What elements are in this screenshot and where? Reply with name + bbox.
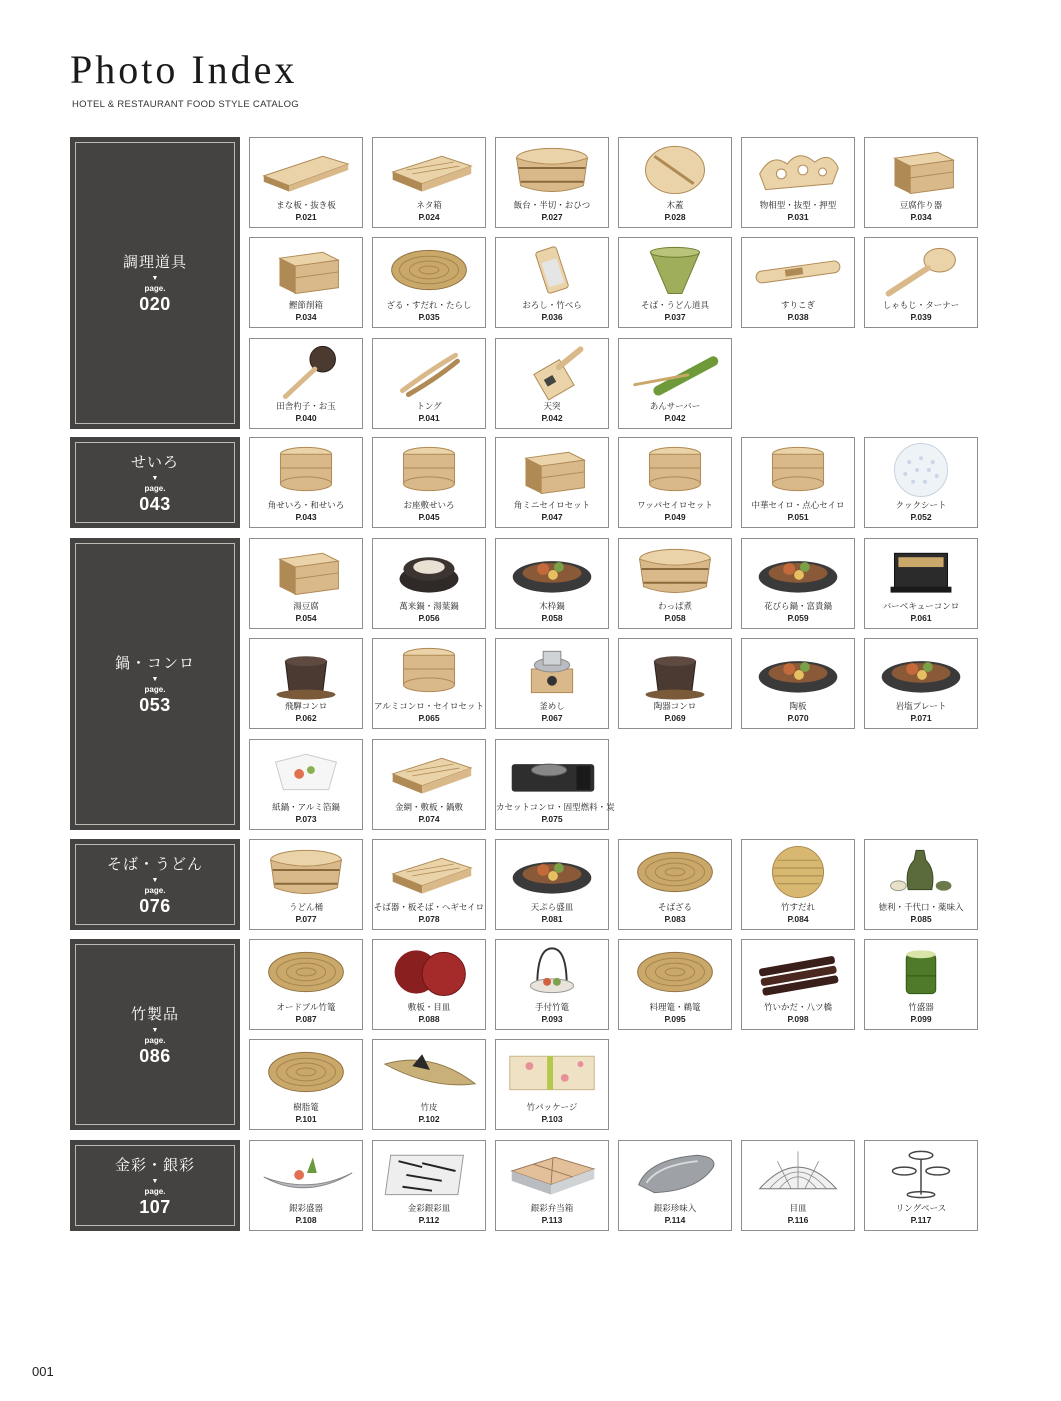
product-name: 豆腐作り器 [899, 201, 943, 211]
product-page-ref: P.059 [787, 613, 809, 623]
category-page-label: page. [144, 1035, 166, 1045]
product-page-ref: P.087 [295, 1014, 317, 1024]
product-tile[interactable] [249, 338, 363, 429]
product-name: 鰹節削箱 [288, 301, 323, 311]
product-name: ワッパセイロセット [637, 501, 713, 511]
product-page-ref: P.062 [295, 713, 317, 723]
category-name: せいろ [130, 452, 179, 471]
down-arrow-icon: ▼ [151, 1026, 159, 1034]
category-page-label: page. [144, 284, 166, 293]
product-tile[interactable] [495, 638, 609, 729]
product-name: 湯豆腐 [293, 602, 319, 612]
product-name: 角せいろ・和せいろ [267, 501, 345, 511]
product-page-ref: P.069 [664, 713, 686, 723]
product-tile[interactable] [864, 939, 978, 1030]
product-page-ref: P.074 [418, 814, 440, 824]
product-page-ref: P.061 [910, 613, 932, 623]
product-name: リングベース [895, 1204, 947, 1214]
product-page-ref: P.042 [541, 413, 563, 423]
product-name: トング [416, 402, 442, 412]
product-page-ref: P.081 [541, 914, 563, 924]
product-name: 田舎杓子・お玉 [276, 402, 336, 412]
product-page-ref: P.037 [664, 312, 686, 322]
product-name: 金彩銀彩皿 [407, 1204, 451, 1214]
product-tile[interactable] [618, 338, 732, 429]
product-name: ざる・すだれ・たらし [386, 301, 472, 311]
product-tile[interactable] [618, 1140, 732, 1231]
product-page-ref: P.039 [910, 312, 932, 322]
page-number: 001 [32, 1364, 54, 1379]
product-name: おろし・竹べら [522, 301, 582, 311]
product-name: 竹すだれ [780, 903, 815, 913]
product-page-ref: P.034 [295, 312, 317, 322]
product-page-ref: P.031 [787, 212, 809, 222]
category-page-number: 020 [139, 294, 171, 314]
product-name: 竹パッケージ [526, 1103, 578, 1113]
product-page-ref: P.095 [664, 1014, 686, 1024]
product-tile[interactable] [618, 538, 732, 629]
product-tile[interactable] [372, 1039, 486, 1130]
category-panel-inner [75, 944, 235, 1125]
product-tile[interactable] [495, 137, 609, 228]
product-tile[interactable] [249, 839, 363, 930]
category-panel-inner [75, 844, 235, 925]
product-tile[interactable] [495, 839, 609, 930]
product-page-ref: P.101 [295, 1114, 317, 1124]
product-tile[interactable] [741, 437, 855, 528]
product-name: あんサーバー [649, 402, 701, 412]
product-page-ref: P.040 [295, 413, 317, 423]
product-name: 中華セイロ・点心セイロ [751, 501, 845, 511]
product-tile[interactable] [372, 137, 486, 228]
product-tile[interactable] [372, 437, 486, 528]
product-name: 角ミニセイロセット [513, 501, 591, 511]
product-tile[interactable] [741, 939, 855, 1030]
product-tile[interactable] [864, 137, 978, 228]
down-arrow-icon: ▼ [151, 275, 159, 282]
product-tile[interactable] [372, 739, 486, 830]
product-name: 紙鍋・アルミ箔鍋 [272, 803, 340, 813]
product-tile[interactable] [495, 939, 609, 1030]
product-tile[interactable] [249, 939, 363, 1030]
product-page-ref: P.045 [418, 512, 440, 522]
category-page-label: page. [144, 885, 166, 895]
product-tile[interactable] [741, 839, 855, 930]
product-page-ref: P.078 [418, 914, 440, 924]
category-name: そば・うどん [106, 854, 203, 873]
product-tile[interactable] [249, 739, 363, 830]
category-panel-inner [75, 142, 235, 424]
down-arrow-icon: ▼ [151, 676, 159, 683]
product-page-ref: P.114 [664, 1215, 686, 1225]
product-name: そば・うどん道具 [640, 301, 709, 311]
product-tile[interactable] [495, 1140, 609, 1231]
product-name: 金網・敷板・鍋敷 [394, 803, 463, 813]
product-page-ref: P.071 [910, 713, 932, 723]
product-tile[interactable] [372, 1140, 486, 1231]
product-name: 銀彩盛器 [288, 1204, 323, 1214]
category-panel-inner [75, 1145, 235, 1226]
category-page-number: 107 [139, 1196, 171, 1217]
product-page-ref: P.052 [910, 512, 932, 522]
product-page-ref: P.058 [664, 613, 686, 623]
product-page-ref: P.034 [910, 212, 932, 222]
product-page-ref: P.042 [664, 413, 686, 423]
category-page-number: 053 [139, 695, 171, 715]
category-panel [70, 839, 240, 930]
product-name: 陶器コンロ [653, 702, 697, 712]
product-page-ref: P.047 [541, 512, 563, 522]
product-page-ref: P.038 [787, 312, 809, 322]
category-name: 鍋・コンロ [114, 654, 195, 672]
product-tile[interactable] [249, 638, 363, 729]
page-title: Photo Index [70, 47, 298, 92]
product-name: 手付竹篭 [534, 1003, 569, 1013]
product-page-ref: P.058 [541, 613, 563, 623]
product-page-ref: P.075 [541, 814, 563, 824]
product-tile[interactable] [864, 1140, 978, 1231]
product-tile[interactable] [864, 839, 978, 930]
product-name: 岩塩プレート [895, 702, 947, 712]
product-tile[interactable] [741, 237, 855, 328]
product-name: わっぱ煮 [658, 602, 692, 612]
category-panel [70, 939, 240, 1130]
product-tile[interactable] [249, 437, 363, 528]
product-page-ref: P.093 [541, 1014, 563, 1024]
product-page-ref: P.067 [541, 713, 563, 723]
down-arrow-icon: ▼ [151, 876, 159, 884]
product-tile[interactable] [741, 538, 855, 629]
category-name: 竹製品 [130, 1004, 179, 1023]
product-tile[interactable] [864, 237, 978, 328]
product-name: バーベキューコンロ [882, 602, 960, 612]
category-panel-inner [75, 442, 235, 523]
product-name: クックシート [895, 501, 947, 511]
product-page-ref: P.028 [664, 212, 686, 222]
product-page-ref: P.117 [910, 1215, 932, 1225]
product-tile[interactable] [864, 638, 978, 729]
product-page-ref: P.043 [295, 512, 317, 522]
product-tile[interactable] [249, 538, 363, 629]
product-name: 天ぷら盛皿 [530, 903, 574, 913]
product-name: 目皿 [789, 1204, 807, 1214]
product-page-ref: P.024 [418, 212, 440, 222]
product-page-ref: P.077 [295, 914, 317, 924]
product-tile[interactable] [372, 939, 486, 1030]
product-page-ref: P.054 [295, 613, 317, 623]
product-page-ref: P.073 [295, 814, 317, 824]
category-panel [70, 137, 240, 429]
product-name: 樹脂篭 [293, 1103, 319, 1113]
product-page-ref: P.056 [418, 613, 440, 623]
product-page-ref: P.070 [787, 713, 809, 723]
product-tile[interactable] [372, 839, 486, 930]
product-tile[interactable] [495, 338, 609, 429]
product-name: 銀彩珍味入 [653, 1204, 697, 1214]
product-page-ref: P.112 [418, 1215, 440, 1225]
product-name: すりこぎ [780, 301, 815, 311]
product-tile[interactable] [864, 538, 978, 629]
product-name: 天突 [543, 402, 561, 412]
category-page-number: 043 [139, 493, 171, 514]
product-tile[interactable] [864, 437, 978, 528]
product-page-ref: P.103 [541, 1114, 563, 1124]
product-name: 竹いかだ・八ツ橋 [763, 1003, 832, 1013]
product-tile[interactable] [618, 839, 732, 930]
product-tile[interactable] [249, 1039, 363, 1130]
product-tile[interactable] [618, 437, 732, 528]
product-name: 銀彩弁当箱 [530, 1204, 574, 1214]
category-panel [70, 538, 240, 830]
product-tile[interactable] [495, 237, 609, 328]
product-name: 徳利・千代口・薬味入 [878, 903, 964, 913]
product-page-ref: P.035 [418, 312, 440, 322]
product-tile[interactable] [372, 237, 486, 328]
product-page-ref: P.027 [541, 212, 563, 222]
product-tile[interactable] [495, 739, 615, 830]
product-page-ref: P.116 [787, 1215, 809, 1225]
product-name: 料理篭・鵜篭 [649, 1003, 701, 1013]
product-name: 飯台・半切・おひつ [513, 201, 591, 211]
product-name: 物相型・抜型・押型 [759, 201, 837, 211]
product-tile[interactable] [249, 237, 363, 328]
product-name: 敷板・目皿 [407, 1003, 451, 1013]
product-name: アルミコンロ・セイロセット [374, 702, 484, 712]
product-name: 陶板 [789, 702, 807, 712]
product-page-ref: P.049 [664, 512, 686, 522]
product-tile[interactable] [495, 538, 609, 629]
product-page-ref: P.098 [787, 1014, 809, 1024]
product-tile[interactable] [741, 638, 855, 729]
category-panel [70, 437, 240, 528]
category-panel [70, 1140, 240, 1231]
product-tile[interactable] [495, 437, 609, 528]
product-tile[interactable] [618, 939, 732, 1030]
product-name: 萬来鍋・湯葉鍋 [399, 602, 459, 612]
category-page-label: page. [144, 1186, 166, 1196]
product-page-ref: P.036 [541, 312, 563, 322]
product-tile[interactable] [372, 638, 486, 729]
product-name: そばざる [657, 903, 692, 913]
product-name: 飛騨コンロ [284, 702, 328, 712]
product-page-ref: P.051 [787, 512, 809, 522]
product-tile[interactable] [618, 137, 732, 228]
category-page-label: page. [144, 685, 166, 694]
category-panel-inner [75, 543, 235, 825]
product-tile[interactable] [741, 137, 855, 228]
product-page-ref: P.088 [418, 1014, 440, 1024]
product-tile[interactable] [741, 1140, 855, 1231]
category-name: 金彩・銀彩 [114, 1155, 195, 1174]
product-tile[interactable] [372, 538, 486, 629]
product-name: ネタ箱 [416, 201, 442, 211]
product-name: 竹盛器 [908, 1003, 934, 1013]
product-page-ref: P.085 [910, 914, 932, 924]
product-page-ref: P.108 [295, 1215, 317, 1225]
product-name: 竹皮 [420, 1103, 438, 1113]
product-name: 花びら鍋・富貴鍋 [763, 602, 832, 612]
product-tile[interactable] [495, 1039, 609, 1130]
product-tile[interactable] [249, 1140, 363, 1231]
product-name: 木枠鍋 [539, 602, 565, 612]
product-page-ref: P.084 [787, 914, 809, 924]
product-tile[interactable] [249, 137, 363, 228]
product-page-ref: P.102 [418, 1114, 440, 1124]
category-name: 調理道具 [122, 253, 187, 271]
product-tile[interactable] [372, 338, 486, 429]
product-page-ref: P.041 [418, 413, 440, 423]
category-page-label: page. [144, 483, 166, 493]
product-name: オードブル竹篭 [276, 1003, 336, 1013]
product-tile[interactable] [618, 237, 732, 328]
product-page-ref: P.065 [418, 713, 440, 723]
product-name: まな板・抜き板 [276, 201, 336, 211]
down-arrow-icon: ▼ [151, 1177, 159, 1185]
product-name: カセットコンロ・固型燃料・炭 [496, 803, 615, 813]
product-name: お座敷せいろ [403, 501, 455, 511]
category-page-number: 076 [139, 895, 171, 916]
product-name: 釜めし [539, 702, 565, 712]
product-name: うどん桶 [288, 903, 323, 913]
product-page-ref: P.021 [295, 212, 317, 222]
product-page-ref: P.099 [910, 1014, 932, 1024]
product-page-ref: P.113 [541, 1215, 563, 1225]
down-arrow-icon: ▼ [151, 474, 159, 482]
product-tile[interactable] [618, 638, 732, 729]
category-page-number: 086 [139, 1045, 171, 1066]
product-name: しゃもじ・ターナー [882, 301, 960, 311]
product-page-ref: P.083 [664, 914, 686, 924]
product-name: そば器・板そば・ヘギセイロ [373, 903, 485, 913]
product-name: 木蓋 [666, 201, 684, 211]
catalog-subtitle: HOTEL & RESTAURANT FOOD STYLE CATALOG [72, 99, 299, 110]
